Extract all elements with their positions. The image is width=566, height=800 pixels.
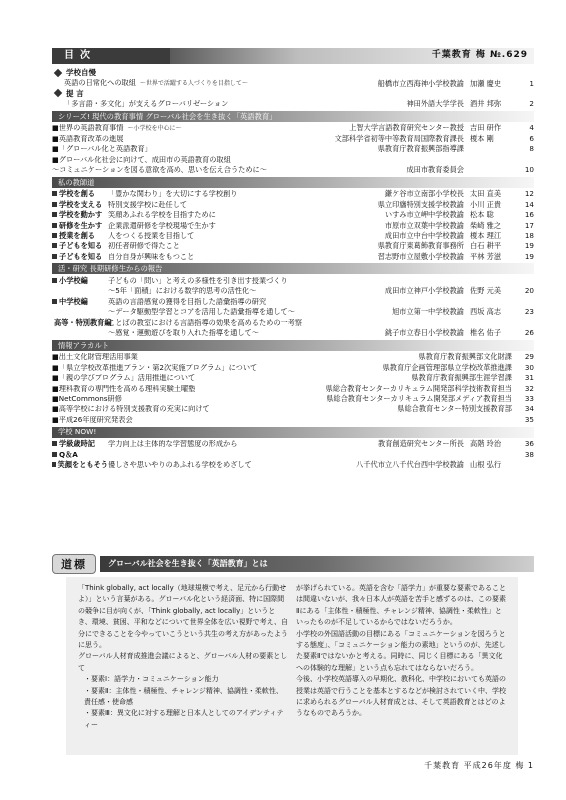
toc-page: 8 <box>529 144 534 154</box>
toc-section-label: 提 言 <box>66 88 84 98</box>
toc-row <box>52 393 534 403</box>
toc-page: 19 <box>524 241 534 251</box>
essay-left-column <box>74 583 292 749</box>
toc-category <box>52 277 108 284</box>
essay-paragraph: 今後、小学校英語導入の早期化、教科化、中学校においても英語の授業は英語で行うことを基本とするなどが検討されていく中、学校に求められるグローバル人材育成とは、そして英語教育とはどのようなものであろうか。 <box>296 675 506 718</box>
toc-affiliation: 船橋市立西海神小学校教諭 <box>377 78 464 88</box>
toc-category <box>52 232 108 239</box>
toc-page: 18 <box>524 230 534 240</box>
toc-category-label: 子どもを知る <box>59 251 103 261</box>
toc-page: 14 <box>524 199 534 209</box>
toc-title: ■「グローバル化と英語教育」 <box>52 145 152 153</box>
watashi-section-bar: 私の教師道 <box>52 177 534 188</box>
toc-category <box>52 317 112 327</box>
toc-title: ■出土文化財管理活用事業 <box>52 353 138 361</box>
toc-page: 31 <box>524 373 534 383</box>
toc-title: 子どもの「問い」と考えの多様性を引き出す授業づくり <box>108 277 288 285</box>
toc-row <box>52 199 534 209</box>
toc-title: 英語の言語感覚の獲得を目指した語彙指導の研究 <box>108 297 267 306</box>
toc-title: ■理科教育の専門性を高める理科実験土曜塾 <box>52 384 196 392</box>
essay-paragraph: グローバル人材育成推進会議によると、グローバル人材の要素として <box>78 652 288 672</box>
toc-author: 西坂 高志 <box>470 307 502 317</box>
toc-row <box>52 189 534 199</box>
toc-title: ■世界の英語教育事情 〜小学校を中心に〜 <box>52 123 182 132</box>
toc-affiliation: 市原市立双葉中学校教諭 <box>384 220 464 230</box>
toc-author: 白石 耕平 <box>470 241 502 251</box>
toc-title: 初任者研修で得たこと <box>108 242 180 250</box>
toc-page: 33 <box>524 393 534 403</box>
toc-page: 1 <box>529 78 534 88</box>
toc-author: 榎本 剛 <box>470 133 494 143</box>
square-bullet-icon <box>52 233 57 238</box>
toc-affiliation: 旭市立第一中学校教諭 <box>392 307 464 317</box>
toc-category-label: 研修を生かす <box>59 220 103 230</box>
joho-section-bar: 情報アラカルト <box>52 340 534 351</box>
essay-paragraph: 「Think globally, act locally（地球規模で考え、足元から行動せよ）」という言葉がある。グローバル化という経済面、特に国際間の競争に目が向くが、「Think globally, act locally」というとき、環境、貧困、平和などについて世界全体を広い視野で考え、自分にできることを今やっていこうという共生の考え方があったように思う。 <box>78 584 288 650</box>
toc-author: 平林 芳滋 <box>470 251 502 261</box>
toc-author: 吉田 研作 <box>470 123 502 133</box>
toc-row <box>52 449 534 459</box>
toc-affiliation: 神田外語大学学長 <box>406 98 464 108</box>
toc-page: 19 <box>524 251 534 261</box>
toc-page: 34 <box>524 404 534 414</box>
toc-affiliation: 県立印旛特別支援学校教諭 <box>377 199 464 209</box>
toc-author: 太田 直美 <box>470 189 502 199</box>
series-section-bar: シリーズ! 現代の教育事情 グローバル社会を生き抜く「英語教育」 <box>52 111 534 122</box>
toc-category-label: 学校を創る <box>59 189 95 199</box>
toc-title: ■NetCommons研修 <box>52 394 122 403</box>
toc-row <box>52 220 534 230</box>
toc-title: ■「県立学校改革推進プラン・第2次実施プログラム」について <box>52 363 258 371</box>
toc-affiliation: 銚子市立春日小学校教諭 <box>384 328 464 338</box>
toc-row <box>52 404 534 414</box>
toc-author: 酒井 邦弥 <box>470 98 502 108</box>
toc-title: 〜コミュニケーションを図る意欲を高め、思いを伝え合うために〜 <box>52 165 267 174</box>
toc-affiliation: 文部科学省初等中等教育局国際教育課長 <box>334 133 464 143</box>
toc-row <box>52 154 534 164</box>
toc-category <box>52 451 108 458</box>
toc-row <box>52 275 534 285</box>
toc-category <box>52 298 108 305</box>
square-bullet-icon <box>52 223 57 228</box>
toc-row <box>52 251 534 261</box>
toc-category-label: 子どもを知る <box>59 241 103 251</box>
toc-affiliation: 県教育庁教育振興部文化財課 <box>418 352 512 362</box>
toc-page: 29 <box>524 352 534 362</box>
toc-header <box>52 48 534 64</box>
toc-author: 山根 弘行 <box>470 459 502 469</box>
toc-title: ■高等学校における特別支援教育の充実に向けて <box>52 405 210 413</box>
toc-affiliation: いすみ市立岬中学校教諭 <box>384 210 464 220</box>
toc-page: 26 <box>524 328 534 338</box>
toc-page: 17 <box>524 220 534 230</box>
toc-page: 32 <box>524 383 534 393</box>
toc-category-label: 高等・特別教育編 <box>54 317 112 327</box>
toc-page: 12 <box>524 189 534 199</box>
toc-title: 企業派遣研修を学校現場で生かす <box>108 221 216 229</box>
toc-category-label: 中学校編 <box>59 296 88 306</box>
toc-title: 学力向上は主体的な学習態度の形成から <box>108 440 238 448</box>
gakko-section-bar: 学校 NOW! <box>52 427 534 438</box>
toc-title: 笑顔あふれる学校を目指すために <box>108 211 216 219</box>
toc-title: ■平成26年度研究発表会 <box>52 415 133 423</box>
toc-author: 加瀬 慶史 <box>470 78 502 88</box>
toc-category-label: Q＆A <box>59 449 78 459</box>
essay-requirement: ・要素Ⅲ：異文化に対する理解と日本人としてのアイデンティティー <box>84 709 284 729</box>
toc-title: ことばの教室における言語指導の効果を高めるための一考察 <box>108 318 303 326</box>
dotoku-header <box>52 553 534 575</box>
toc-page: 23 <box>524 307 534 317</box>
toc-affiliation: 成田市立神戸小学校教諭 <box>384 286 464 296</box>
toc-row <box>52 383 534 393</box>
toc-affiliation: 習志野市立屋敷小学校教諭 <box>377 251 464 261</box>
toc-page: 16 <box>524 210 534 220</box>
toc-category-label: 小学校編 <box>59 276 88 286</box>
toc-title: 〜5年「面積」における数学的思考の活性化〜 <box>108 287 257 295</box>
square-bullet-icon <box>52 462 56 467</box>
toc-title: 英語の日常化への取組 〜世界で活躍する人づくりを目指して〜 <box>64 79 248 88</box>
toc-row <box>52 123 534 133</box>
toc-category-label: 学校を支える <box>59 199 103 209</box>
toc-row <box>52 373 534 383</box>
toc-category <box>52 440 108 447</box>
toc-author: 榎本 理江 <box>470 230 502 240</box>
square-bullet-icon <box>52 254 57 259</box>
toc-affiliation: 成田市立中台中学校教諭 <box>384 230 464 240</box>
toc-row <box>52 317 534 327</box>
toc-affiliation: 成田市教育委員会 <box>406 164 464 174</box>
toc-section-label: 学校自慢 <box>66 68 96 78</box>
toc-row <box>52 327 534 337</box>
toc-section-heading <box>52 88 534 98</box>
toc-title: 自分自身が興味をもつこと <box>108 252 195 260</box>
square-bullet-icon <box>52 441 57 446</box>
toc-row <box>52 307 534 317</box>
toc-page: 6 <box>529 133 534 143</box>
toc-title: 〜データ駆動型学習とコアを活用した語彙指導を通して〜 <box>108 308 295 316</box>
toc-title: ■グローバル化社会に向けて、成田市の英語教育の取組 <box>52 155 231 163</box>
toc-affiliation: 県総合教育センター特別支援教育部 <box>397 404 512 414</box>
toc-title: 人をつくる授業を目指して <box>108 231 195 240</box>
toc-affiliation: 上智大学言語教育研究センター教授 <box>349 123 464 133</box>
toc-row <box>52 144 534 154</box>
toc-affiliation: 県教育庁企画管理部県立学校改革推進課 <box>382 362 512 372</box>
toc-row <box>52 362 534 372</box>
toc-author: 柴崎 雅之 <box>470 220 502 230</box>
toc-author: 佐野 元美 <box>470 286 502 296</box>
toc-category-label: 笑顔をともそう <box>57 459 108 469</box>
essay-paragraph: 小学校の外国語活動の目標にある「コミュニケーションを図ろうとする態度」、「コミュニケーション能力の素地」というのが、先述した要素Ⅱではないかと考える。同時に、同じく目標にある「異文化への体験的な理解」という点も忘れてはならないだろう。 <box>296 629 506 672</box>
toc-category <box>52 242 108 249</box>
toc-affiliation: 県総合教育センターカリキュラム開発部科学技術教育担当 <box>325 383 512 393</box>
essay-requirement: ・要素Ⅱ：主体性・積極性、チャレンジ精神、協調性・柔軟性、責任感・使命感 <box>84 686 283 707</box>
square-bullet-icon <box>52 243 57 248</box>
toc-affiliation: 県教育庁教育振興部生涯学習課 <box>411 373 512 383</box>
toc-row <box>52 352 534 362</box>
toc-row <box>52 241 534 251</box>
toc-title: 特別支援学校に赴任して <box>108 200 188 208</box>
toc-row <box>52 210 534 220</box>
toc-title: 「多言語・多文化」が支えるグローバリゼーション <box>64 99 229 108</box>
toc-affiliation: 鎌ケ谷市立南部小学校長 <box>384 189 464 199</box>
toc-title: 〜感覚・運動遊びを取り入れた指導を通して〜 <box>108 329 259 337</box>
katsu-section-bar: 活・研究 長期研修生からの報告 <box>52 263 534 274</box>
toc-category-label: 学級歳時記 <box>59 439 95 449</box>
toc-title: 目次 <box>52 48 170 64</box>
square-bullet-icon <box>52 452 57 457</box>
toc-category <box>52 211 108 218</box>
essay-right-column <box>292 583 510 749</box>
toc-subtitle: 〜世界で活躍する人づくりを目指して〜 <box>139 80 248 88</box>
toc-row <box>52 459 534 469</box>
toc-category <box>52 222 108 229</box>
toc-row <box>52 98 534 108</box>
toc-page: 36 <box>524 439 534 449</box>
toc-row <box>52 296 534 306</box>
toc-category-label: 学校を動かす <box>59 210 103 220</box>
toc-author: 高階 玲治 <box>470 439 502 449</box>
diamond-bullet-icon <box>54 89 62 97</box>
toc-row <box>52 78 534 88</box>
toc-row <box>52 133 534 143</box>
toc-page: 4 <box>529 123 534 133</box>
toc-affiliation: 教育創造研究センター所長 <box>378 439 464 449</box>
toc-section-heading <box>52 68 534 78</box>
square-bullet-icon <box>52 278 57 283</box>
square-bullet-icon <box>52 191 57 196</box>
toc-page: 30 <box>524 362 534 372</box>
toc-row <box>52 230 534 240</box>
toc-title: ■「親の学びプログラム」活用推進について <box>52 374 196 382</box>
page-footer: 千葉教育 平成26年度 梅 1 <box>424 761 534 770</box>
square-bullet-icon <box>52 212 57 217</box>
toc-content <box>52 68 534 470</box>
toc-title: ■英語教育改革の進展 <box>52 134 124 142</box>
toc-affiliation: 県教育庁教育振興部指導課 <box>377 144 464 154</box>
toc-category <box>52 190 108 197</box>
toc-category <box>52 201 108 208</box>
square-bullet-icon <box>52 202 57 207</box>
square-bullet-icon <box>52 299 57 304</box>
toc-author: 小川 正貴 <box>470 199 502 209</box>
dotoku-title: グローバル社会を生き抜く「英語教育」とは <box>100 556 534 572</box>
toc-category <box>52 461 108 468</box>
essay-requirement: ・要素Ⅰ：語学力・コミュニケーション能力 <box>84 675 219 684</box>
toc-affiliation: 八千代市立八千代台西中学校教諭 <box>356 459 464 469</box>
toc-author: 椎名 佑子 <box>470 328 502 338</box>
toc-row <box>52 286 534 296</box>
toc-page: 20 <box>524 286 534 296</box>
toc-title: 「豊かな関わり」を大切にする学校創り <box>108 190 238 198</box>
toc-category <box>52 253 108 260</box>
toc-row <box>52 414 534 424</box>
toc-affiliation: 県総合教育センターカリキュラム開発部メディア教育担当 <box>326 393 512 403</box>
toc-row <box>52 164 534 174</box>
toc-title: 優しさや思いやりのあふれる学校をめざして <box>108 460 252 469</box>
toc-page: 2 <box>529 98 534 108</box>
issue-label: 千葉教育 梅 №.629 <box>431 50 528 60</box>
toc-page: 10 <box>524 164 534 174</box>
toc-author: 松本 聡 <box>470 210 494 220</box>
toc-subtitle: 〜小学校を中心に〜 <box>127 124 182 132</box>
toc-affiliation: 県教育庁東葛飾教育事務所 <box>377 241 464 251</box>
toc-row <box>52 439 534 449</box>
toc-page: 35 <box>524 414 534 424</box>
essay-box <box>66 577 518 755</box>
toc-page: 38 <box>524 449 534 459</box>
toc-category-label: 授業を創る <box>59 230 95 240</box>
essay-paragraph: が挙げられている。英語を含む「語学力」が重要な要素であることは間違いないが、我々日本人が英語を苦手と感ずるのは、この要素Ⅱにある「主体性・積極性、チャレンジ精神、協調性・柔軟性」といったものが不足しているからではないだろうか。 <box>296 584 506 627</box>
dotoku-badge: 道標 <box>52 554 96 574</box>
diamond-bullet-icon <box>54 69 62 77</box>
